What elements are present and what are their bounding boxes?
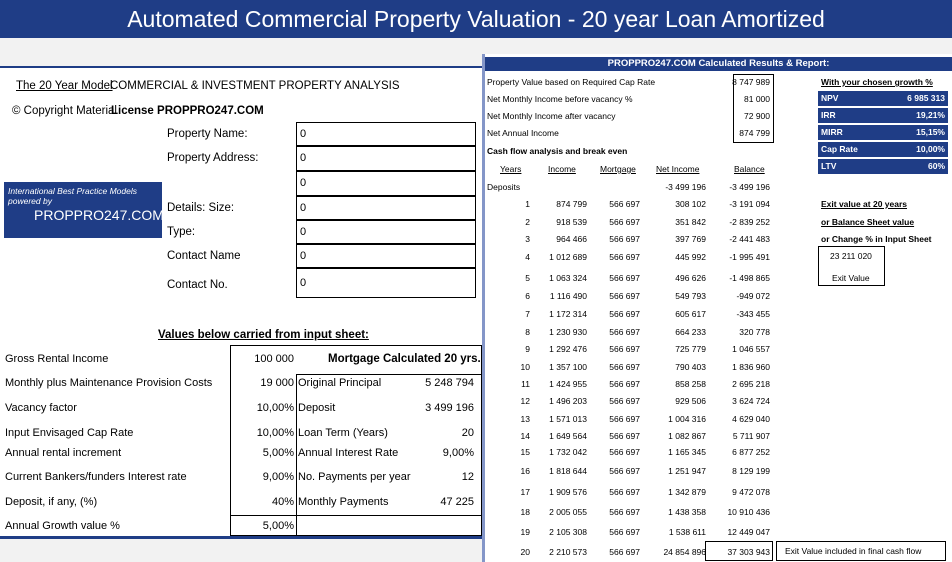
cashflow-title: Cash flow analysis and break even xyxy=(487,146,628,156)
mortgage-label: Original Principal xyxy=(298,377,382,389)
input-label: Input Envisaged Cap Rate xyxy=(5,427,134,439)
balance-cell: 9 472 078 xyxy=(732,487,770,497)
net-income-cell: 605 617 xyxy=(675,309,706,319)
net-income-cell: 1 165 345 xyxy=(668,447,706,457)
net-income-cell: 496 626 xyxy=(675,273,706,283)
metric-label: MIRR xyxy=(818,125,888,140)
summary-label: Net Annual Income xyxy=(487,128,559,138)
mortgage-value: 5 248 794 xyxy=(425,377,474,389)
contact-name-label: Contact Name xyxy=(167,250,241,262)
net-income-cell: 1 538 611 xyxy=(668,527,706,537)
input-label: Current Bankers/funders Interest rate xyxy=(5,471,187,483)
mortgage-cell: 566 697 xyxy=(609,466,640,476)
mortgage-cell: 566 697 xyxy=(609,379,640,389)
net-income-cell: 1 251 947 xyxy=(668,466,706,476)
mortgage-label: Deposit xyxy=(298,402,336,414)
metric-value: 15,15% xyxy=(888,125,948,140)
net-income-cell: 929 506 xyxy=(675,396,706,406)
balance-cell: -2 441 483 xyxy=(729,234,770,244)
balance-cell: 6 877 252 xyxy=(732,447,770,457)
column-header: Income xyxy=(548,164,576,174)
metric-label: LTV xyxy=(818,159,888,174)
input-value: 40% xyxy=(271,496,294,508)
year-cell: 15 xyxy=(520,447,530,457)
logo-tagline: International Best Practice Models powered by xyxy=(8,186,137,206)
details-size-label: Details: Size: xyxy=(167,202,235,214)
balance-cell: 10 910 436 xyxy=(727,507,770,517)
net-income-cell: 351 842 xyxy=(675,217,706,227)
income-cell: 918 539 xyxy=(556,217,587,227)
mortgage-cell: 566 697 xyxy=(609,309,640,319)
input-label: Monthly plus Maintenance Provision Costs xyxy=(5,377,213,389)
year-cell: 9 xyxy=(525,344,530,354)
contact-no-label: Contact No. xyxy=(167,279,228,291)
net-income-cell: 1 342 879 xyxy=(668,487,706,497)
net-income-cell: 549 793 xyxy=(675,291,706,301)
net-income-cell: 790 403 xyxy=(675,362,706,372)
mortgage-cell: 566 697 xyxy=(609,199,640,209)
results-header: PROPPRO247.COM Calculated Results & Report: xyxy=(485,57,952,71)
year-cell: 8 xyxy=(525,327,530,337)
left-panel-border xyxy=(0,536,482,539)
net-income-cell: 1 004 316 xyxy=(668,414,706,424)
brand-logo xyxy=(4,182,162,238)
metric-value: 10,00% xyxy=(888,142,948,157)
income-cell: 2 210 573 xyxy=(549,547,587,557)
property-name-label: Property Name: xyxy=(167,128,248,140)
income-cell: 1 357 100 xyxy=(549,362,587,372)
input-label: Annual rental increment xyxy=(5,447,122,459)
details-size-field[interactable]: 0 xyxy=(296,196,476,220)
income-cell: 1 116 490 xyxy=(549,291,587,301)
mortgage-value: 12 xyxy=(461,471,474,483)
summary-label: Property Value based on Required Cap Rate xyxy=(487,77,656,87)
year-cell: 1 xyxy=(525,199,530,209)
type-label: Type: xyxy=(167,226,196,238)
balance-cell: -949 072 xyxy=(736,291,770,301)
mortgage-cell: 566 697 xyxy=(609,396,640,406)
metric-label: IRR xyxy=(818,108,888,123)
balance-cell: -343 455 xyxy=(736,309,770,319)
income-cell: 1 424 955 xyxy=(549,379,587,389)
input-value: 19 000 xyxy=(260,377,294,389)
input-value: 10,00% xyxy=(256,402,294,414)
exit-note: Exit Value included in final cash flow xyxy=(785,546,922,556)
input-label: Deposit, if any, (%) xyxy=(5,496,98,508)
balance-cell: -3 191 094 xyxy=(729,199,770,209)
year-cell: 14 xyxy=(520,431,530,441)
mortgage-cell: 566 697 xyxy=(609,507,640,517)
mortgage-cell: 566 697 xyxy=(609,447,640,457)
income-cell: 1 496 203 xyxy=(549,396,587,406)
input-value: 10,00% xyxy=(256,427,294,439)
mortgage-cell: 566 697 xyxy=(609,252,640,262)
mortgage-cell: 566 697 xyxy=(609,362,640,372)
net-income-cell: 664 233 xyxy=(675,327,706,337)
year-cell: 17 xyxy=(520,487,530,497)
balance-cell: -2 839 252 xyxy=(729,217,770,227)
exit-line-1: Exit value at 20 years xyxy=(821,199,908,209)
year-cell: 11 xyxy=(521,379,530,389)
input-value: 100 000 xyxy=(254,353,294,365)
mortgage-cell: 566 697 xyxy=(609,527,640,537)
mortgage-value: 9,00% xyxy=(442,447,474,459)
model-label: The 20 Year Model xyxy=(16,80,113,92)
contact-name-field[interactable]: 0 xyxy=(296,244,476,268)
net-income-cell: 397 769 xyxy=(675,234,706,244)
mortgage-cell: 566 697 xyxy=(609,547,640,557)
metric-label: NPV xyxy=(818,91,888,106)
property-name-field[interactable]: 0 xyxy=(296,122,476,146)
column-header: Mortgage xyxy=(600,164,636,174)
logo-text: PROPPRO247.COM xyxy=(34,207,164,223)
exit-value-label: Exit Value xyxy=(832,273,870,283)
license-label: License PROPPRO247.COM xyxy=(111,105,264,117)
income-cell: 1 732 042 xyxy=(549,447,587,457)
mortgage-cell: 566 697 xyxy=(609,327,640,337)
income-cell: 1 571 013 xyxy=(549,414,587,424)
net-income-cell: 24 854 896 xyxy=(663,547,706,557)
year-cell: 2 xyxy=(525,217,530,227)
net-income-cell: 445 992 xyxy=(675,252,706,262)
summary-value: 81 000 xyxy=(744,94,770,104)
mortgage-header: Mortgage Calculated 20 yrs. xyxy=(328,353,481,365)
property-address-label: Property Address: xyxy=(167,152,259,164)
values-header: Values below carried from input sheet: xyxy=(158,329,369,341)
mortgage-value: 3 499 196 xyxy=(425,402,474,414)
summary-value: 72 900 xyxy=(744,111,770,121)
mortgage-cell: 566 697 xyxy=(609,487,640,497)
input-value: 5,00% xyxy=(262,520,294,532)
mortgage-label: Annual Interest Rate xyxy=(298,447,399,459)
exit-value: 23 211 020 xyxy=(830,251,872,261)
metric-value: 60% xyxy=(888,159,948,174)
exit-line-2: or Balance Sheet value xyxy=(821,217,915,227)
mortgage-value: 47 225 xyxy=(440,496,474,508)
net-income-cell: 725 779 xyxy=(675,344,706,354)
income-cell: 2 105 308 xyxy=(549,527,587,537)
balance-cell: 1 836 960 xyxy=(732,362,770,372)
net-income-cell: 1 082 867 xyxy=(668,431,706,441)
net-income-cell: 1 438 358 xyxy=(668,507,706,517)
income-cell: 1 292 476 xyxy=(549,344,587,354)
growth-title: With your chosen growth % xyxy=(821,77,933,87)
income-cell: 874 799 xyxy=(556,199,587,209)
mortgage-cell: 566 697 xyxy=(609,431,640,441)
income-cell: 2 005 055 xyxy=(549,507,587,517)
input-label: Annual Growth value % xyxy=(5,520,120,532)
income-cell: 1 909 576 xyxy=(549,487,587,497)
income-cell: 1 012 689 xyxy=(549,252,587,262)
exit-line-3: or Change % in Input Sheet xyxy=(821,234,932,244)
column-header: Balance xyxy=(734,164,765,174)
balance-cell: 320 778 xyxy=(739,327,770,337)
deposits-label: Deposits xyxy=(487,182,521,192)
year-cell: 18 xyxy=(520,507,530,517)
deposits-balance: -3 499 196 xyxy=(729,182,770,192)
contact-no-field[interactable]: 0 xyxy=(296,268,476,298)
input-value: 9,00% xyxy=(262,471,294,483)
balance-cell: 4 629 040 xyxy=(732,414,770,424)
year-cell: 20 xyxy=(520,547,530,557)
mortgage-cell: 566 697 xyxy=(609,234,640,244)
balance-cell: 2 695 218 xyxy=(732,379,770,389)
property-address-field[interactable]: 0 xyxy=(296,146,476,171)
metric-value: 6 985 313 xyxy=(888,91,948,106)
final-balance-box xyxy=(705,541,773,561)
page-title: Automated Commercial Property Valuation - 20 year Loan Amortized xyxy=(0,0,952,38)
metric-label: Cap Rate xyxy=(818,142,888,157)
balance-cell: 12 449 047 xyxy=(727,527,770,537)
mortgage-cell: 566 697 xyxy=(609,291,640,301)
deposits-net: -3 499 196 xyxy=(665,182,706,192)
year-cell: 7 xyxy=(525,309,530,319)
year-cell: 10 xyxy=(520,362,530,372)
year-cell: 4 xyxy=(525,252,530,262)
mortgage-cell: 566 697 xyxy=(609,414,640,424)
balance-cell: 8 129 199 xyxy=(732,466,770,476)
balance-cell: -1 498 865 xyxy=(729,273,770,283)
income-cell: 1 063 324 xyxy=(549,273,587,283)
income-cell: 1 649 564 xyxy=(549,431,587,441)
summary-label: Net Monthly Income before vacancy % xyxy=(487,94,633,104)
balance-cell: 3 624 724 xyxy=(732,396,770,406)
mortgage-cell: 566 697 xyxy=(609,217,640,227)
summary-value: 8 747 989 xyxy=(732,77,770,87)
balance-cell: 37 303 943 xyxy=(727,547,770,557)
year-cell: 3 xyxy=(525,234,530,244)
year-cell: 16 xyxy=(520,466,530,476)
income-cell: 1 818 644 xyxy=(549,466,587,476)
net-income-cell: 858 258 xyxy=(675,379,706,389)
mortgage-divider xyxy=(296,375,297,536)
balance-cell: 5 711 907 xyxy=(732,431,770,441)
type-field[interactable]: 0 xyxy=(296,220,476,244)
year-cell: 12 xyxy=(520,396,530,406)
year-cell: 13 xyxy=(520,414,530,424)
balance-cell: 1 046 557 xyxy=(732,344,770,354)
mortgage-label: Loan Term (Years) xyxy=(298,427,388,439)
year-cell: 5 xyxy=(525,273,530,283)
column-header: Years xyxy=(500,164,522,174)
summary-label: Net Monthly Income after vacancy xyxy=(487,111,616,121)
income-cell: 1 230 930 xyxy=(549,327,587,337)
net-income-cell: 308 102 xyxy=(675,199,706,209)
input-value: 5,00% xyxy=(262,447,294,459)
mortgage-cell: 566 697 xyxy=(609,344,640,354)
inputs-divider xyxy=(230,515,482,516)
analysis-label: COMMERCIAL & INVESTMENT PROPERTY ANALYSIS xyxy=(110,80,400,92)
property-address-line2-field[interactable]: 0 xyxy=(296,171,476,196)
mortgage-cell: 566 697 xyxy=(609,273,640,283)
mortgage-value: 20 xyxy=(461,427,474,439)
income-cell: 1 172 314 xyxy=(549,309,587,319)
column-header: Net Income xyxy=(656,164,700,174)
mortgage-label: No. Payments per year xyxy=(298,471,411,483)
summary-value: 874 799 xyxy=(739,128,770,138)
balance-cell: -1 995 491 xyxy=(729,252,770,262)
input-label: Gross Rental Income xyxy=(5,353,109,365)
mortgage-label: Monthly Payments xyxy=(298,496,389,508)
year-cell: 6 xyxy=(525,291,530,301)
input-label: Vacancy factor xyxy=(5,402,77,414)
income-cell: 964 466 xyxy=(556,234,587,244)
year-cell: 19 xyxy=(520,527,530,537)
copyright-label: © Copyright Material xyxy=(12,105,117,117)
metric-value: 19,21% xyxy=(888,108,948,123)
